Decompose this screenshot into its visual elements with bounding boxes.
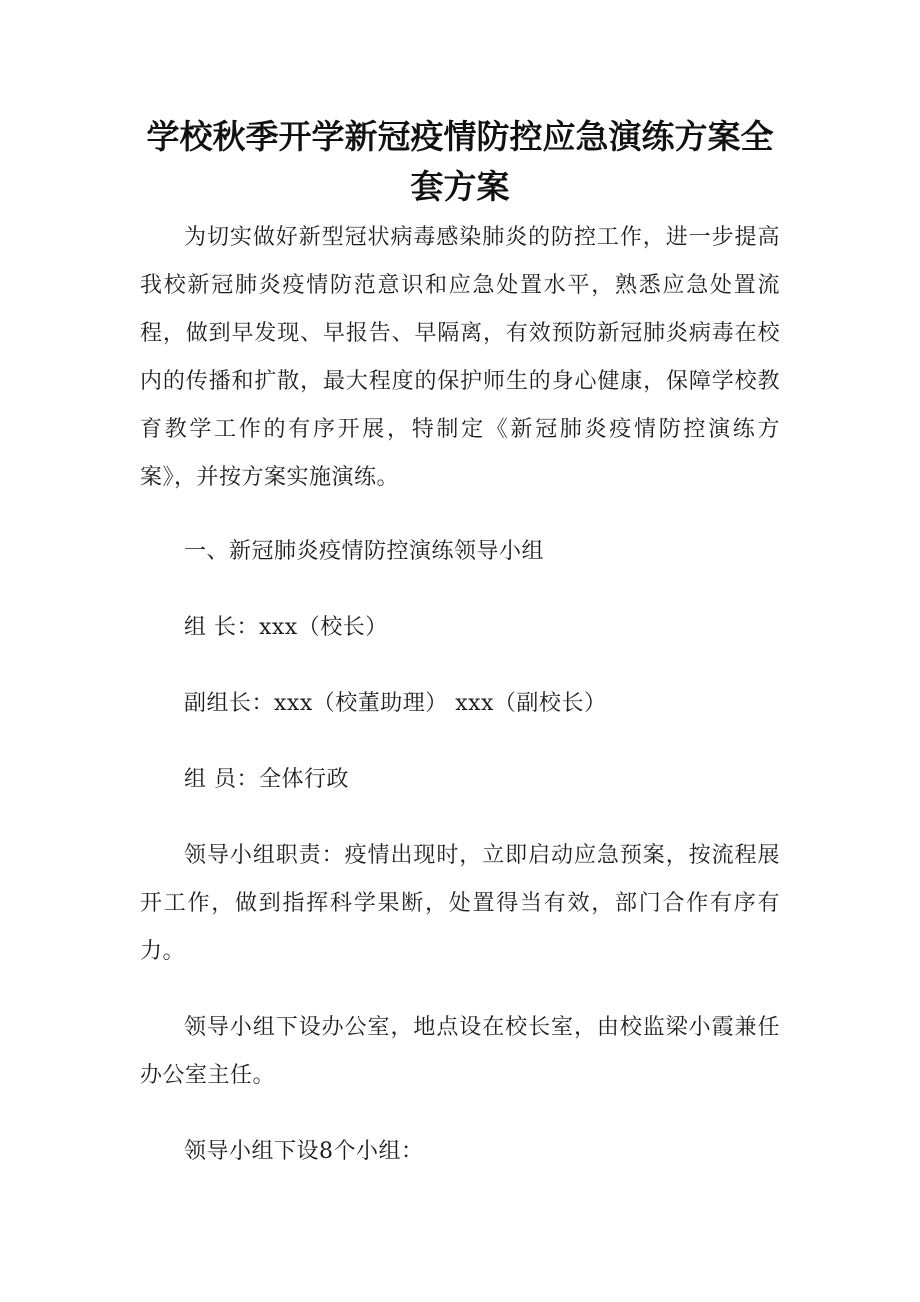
subgroups-line: 领导小组下设8个小组： — [184, 1139, 424, 1164]
intro-paragraph: 为切实做好新型冠状病毒感染肺炎的防控工作，进一步提高我校新冠肺炎疫情防范意识和应急处置水平，熟悉应急处置流程，做到早发现、早报告、早隔离，有效预防新冠肺炎病毒在校内的传播和扩散，最大程度的保护师生的身心健康，保障学校教育教学工作的有序开展，特制定《新冠肺炎疫情防控演练方案》，并按方案实施演练。 — [140, 225, 780, 490]
section-heading-leadership-group: 一、新冠肺炎疫情防控演练领导小组 — [184, 539, 545, 564]
leadership-duties-paragraph: 领导小组职责：疫情出现时，立即启动应急预案，按流程展开工作，做到指挥科学果断，处置得当有效，部门合作有序有力。 — [140, 843, 780, 964]
deputy-leader-line: 副组长：xxx（校董助理） xxx（副校长） — [184, 691, 607, 716]
document-title: 学校秋季开学新冠疫情防控应急演练方案全套方案 — [146, 117, 774, 206]
office-paragraph: 领导小组下设办公室，地点设在校长室，由校监梁小霞兼任办公室主任。 — [140, 1015, 780, 1088]
group-leader-line: 组 长：xxx（校长） — [184, 615, 388, 640]
group-members-line: 组 员：全体行政 — [184, 767, 349, 792]
